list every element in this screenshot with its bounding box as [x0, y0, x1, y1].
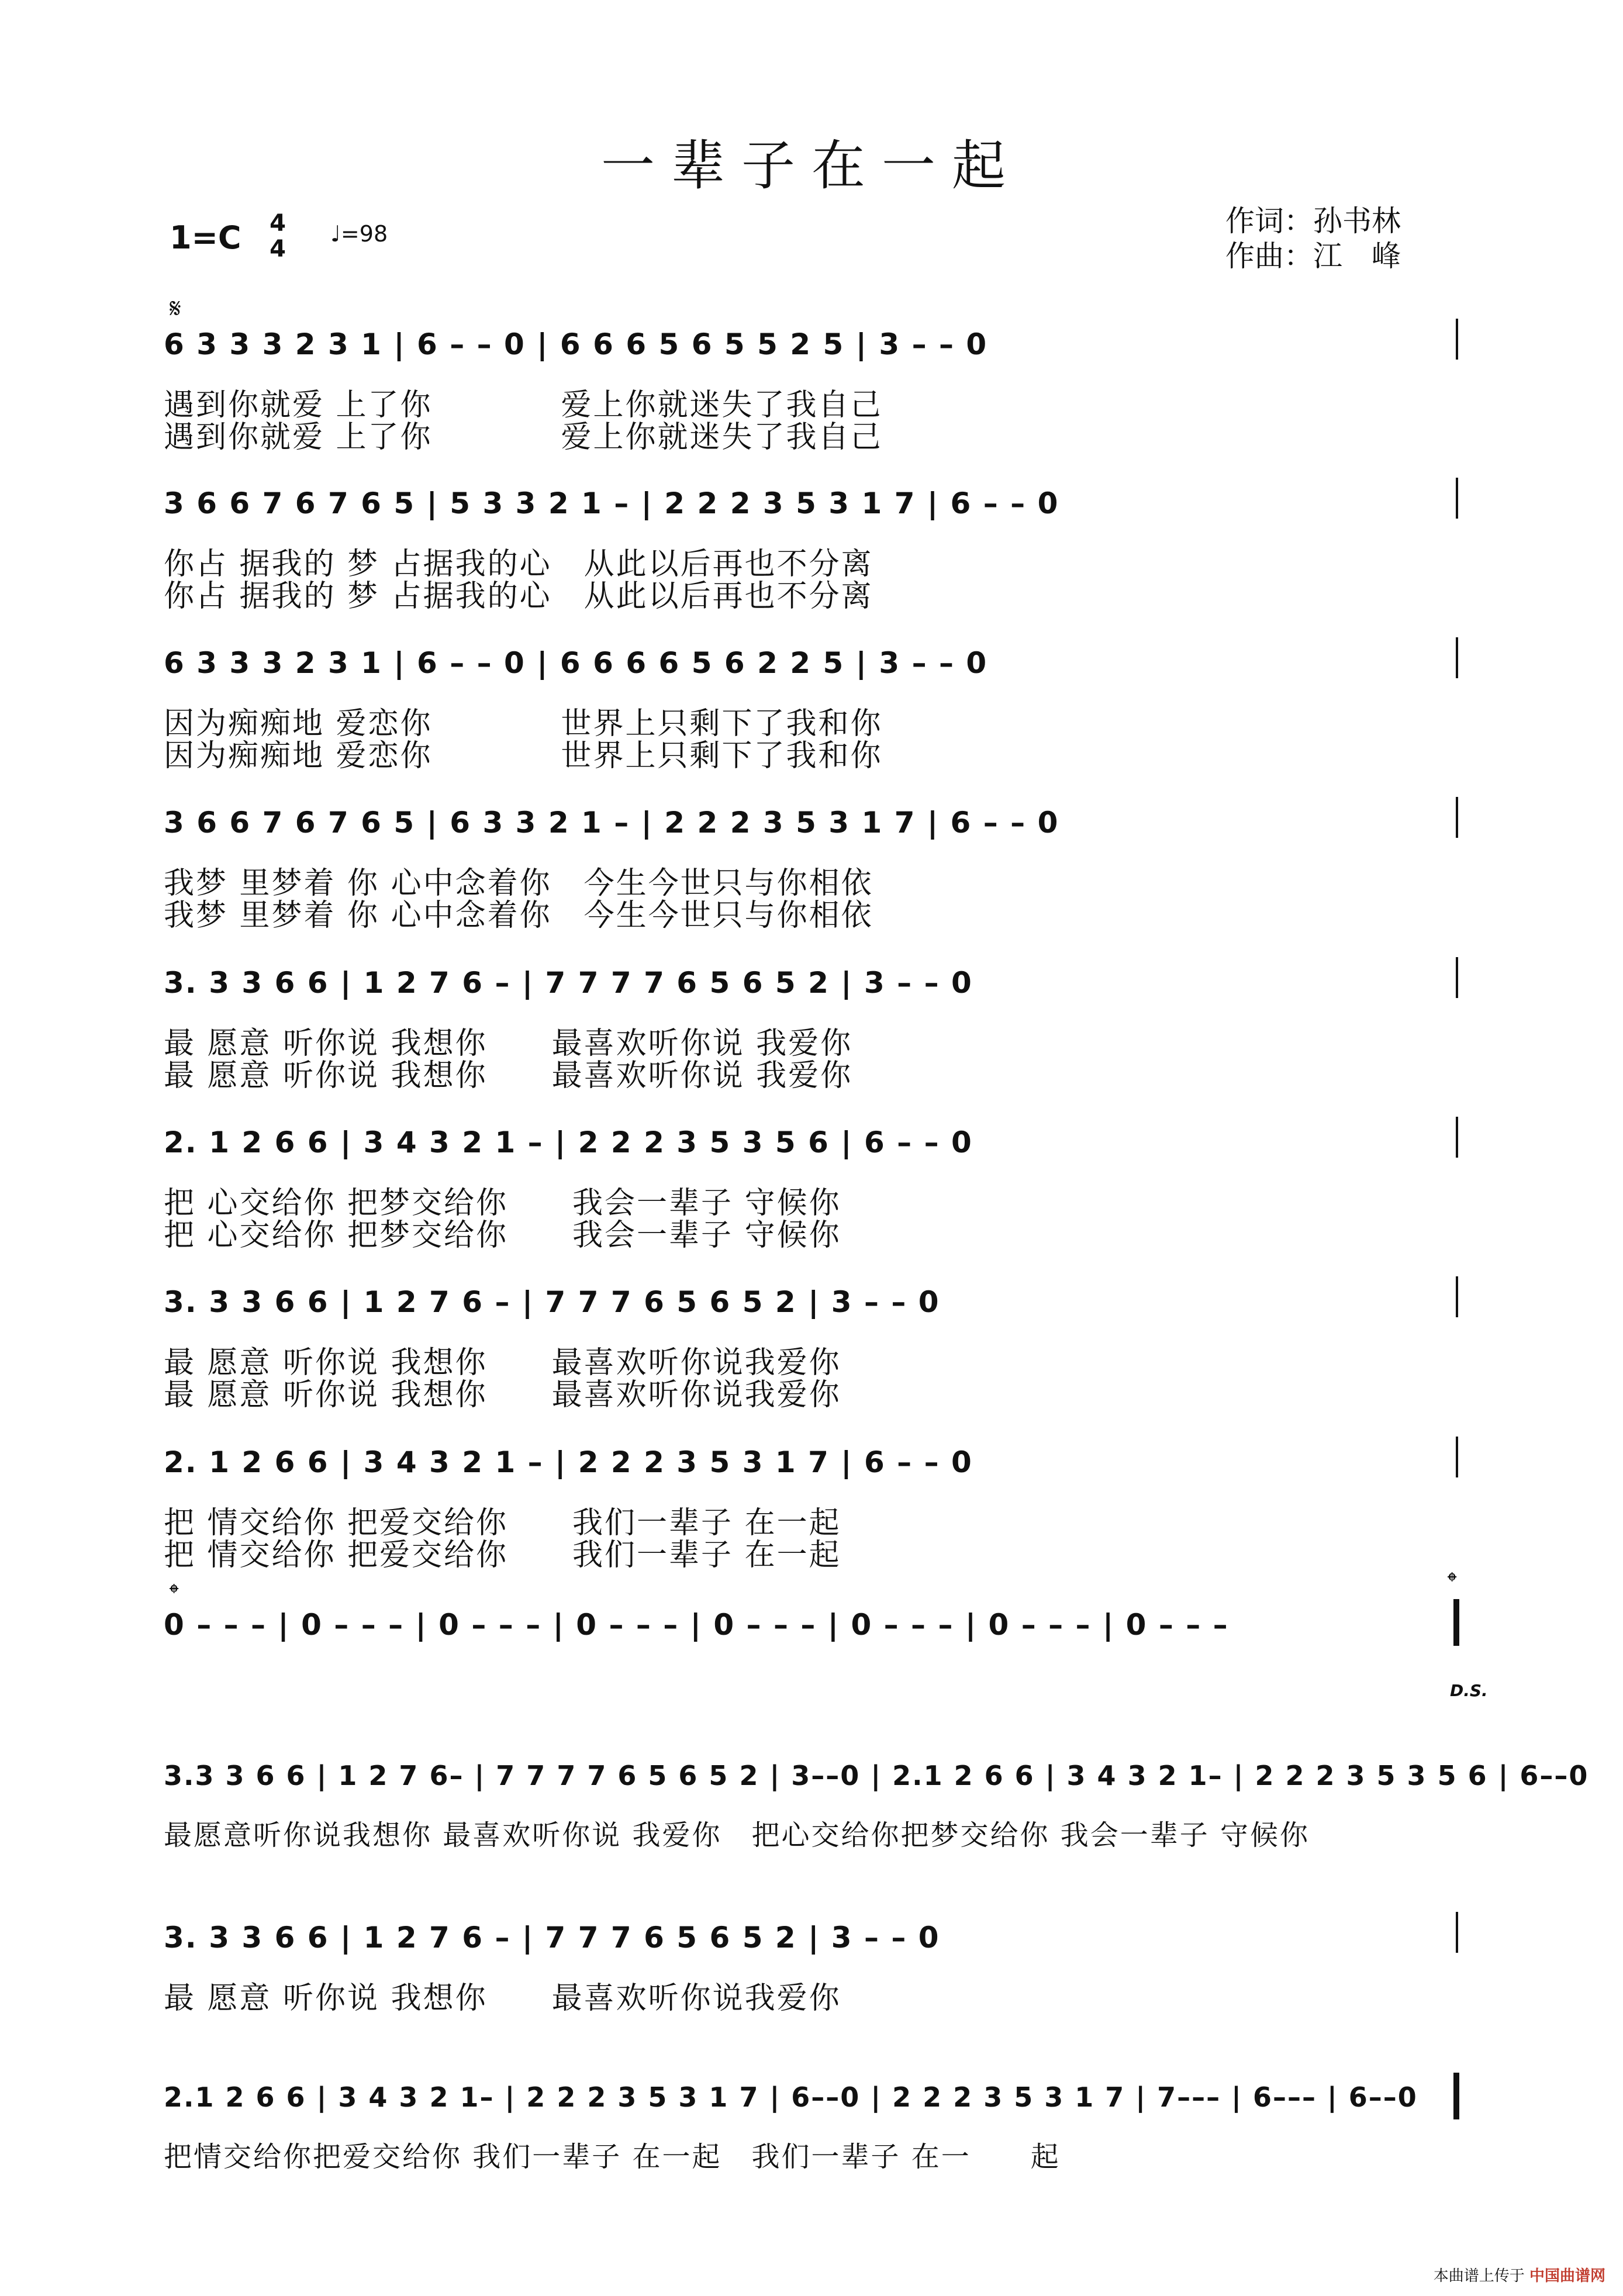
notation-row-5: 3. 3 3 6 6 | 1 2 7 6 – | 7 7 7 7 6 5 6 5 2 | 3 – – 0 — [164, 966, 973, 1000]
time-top: 4 — [270, 210, 286, 237]
barline — [1456, 1437, 1458, 1477]
barline — [1456, 1276, 1458, 1317]
lyric-row-2b: 你占 据我的 梦 占据我的心 从此以后再也不分离 — [164, 579, 873, 614]
footer-site: 中国曲谱网 — [1529, 2267, 1605, 2285]
notation-row-8: 2. 1 2 6 6 | 3 4 3 2 1 – | 2 2 2 3 5 3 1 7 | 6 – – 0 — [164, 1445, 973, 1479]
barline — [1456, 637, 1458, 678]
key-signature: 1=C — [170, 219, 241, 256]
final-barline — [1453, 1599, 1459, 1646]
time-bottom: 4 — [270, 236, 286, 263]
notation-row-4: 3 6 6 7 6 7 6 5 | 6 3 3 2 1 – | 2 2 2 3 5 3 1 7 | 6 – – 0 — [164, 806, 1059, 840]
notation-row-3: 6 3 3 3 2 3 1 | 6 – – 0 | 6 6 6 6 5 6 2 2 5 | 3 – – 0 — [164, 646, 988, 680]
segno-icon: 𝄋 — [170, 292, 181, 324]
time-signature — [266, 210, 289, 262]
composer-credit: 作曲：江 峰 — [1225, 239, 1401, 273]
notation-row-11: 3. 3 3 6 6 | 1 2 7 6 – | 7 7 7 6 5 6 5 2 | 3 – – 0 — [164, 1921, 940, 1955]
notation-row-6: 2. 1 2 6 6 | 3 4 3 2 1 – | 2 2 2 3 5 3 5 6 | 6 – – 0 — [164, 1125, 973, 1159]
barline — [1456, 1117, 1458, 1158]
lyric-row-4b: 我梦 里梦着 你 心中念着你 今生今世只与你相依 — [164, 898, 873, 933]
barline — [1456, 1912, 1458, 1953]
footer-text: 本曲谱上传于 — [1433, 2267, 1525, 2285]
lyric-row-4a: 我梦 里梦着 你 心中念着你 今生今世只与你相依 — [164, 866, 873, 901]
lyric-row-10: 最愿意听你说我想你 最喜欢听你说 我爱你 把心交给你把梦交给你 我会一辈子 守候你 — [164, 1819, 1310, 1852]
lyric-row-8b: 把 情交给你 把爱交给你 我们一辈子 在一起 — [164, 1538, 841, 1573]
barline — [1456, 797, 1458, 838]
lyric-row-2a: 你占 据我的 梦 占据我的心 从此以后再也不分离 — [164, 547, 873, 582]
lyric-row-5b: 最 愿意 听你说 我想你 最喜欢听你说 我爱你 — [164, 1058, 853, 1093]
lyric-row-5a: 最 愿意 听你说 我想你 最喜欢听你说 我爱你 — [164, 1026, 853, 1061]
barline — [1456, 319, 1458, 360]
tempo-mark: ♩=98 — [330, 221, 388, 247]
barline — [1456, 957, 1458, 998]
lyricist-credit: 作词：孙书林 — [1225, 204, 1401, 238]
lyric-row-7b: 最 愿意 听你说 我想你 最喜欢听你说我爱你 — [164, 1377, 841, 1413]
barline — [1456, 478, 1458, 519]
page-title: 一辈子在一起 — [600, 134, 1022, 197]
notation-row-10: 3.3 3 6 6 | 1 2 7 6– | 7 7 7 7 6 5 6 5 2 | 3––0 | 2.1 2 6 6 | 3 4 3 2 1– | 2 2 2 3 5 3 5 6 | 6––0 — [164, 1760, 1589, 1791]
coda-icon: 𝄌 — [170, 1579, 179, 1608]
notation-row-7: 3. 3 3 6 6 | 1 2 7 6 – | 7 7 7 6 5 6 5 2 | 3 – – 0 — [164, 1285, 940, 1319]
lyric-row-6a: 把 心交给你 把梦交给你 我会一辈子 守候你 — [164, 1186, 841, 1221]
coda-icon-end: 𝄌 — [1448, 1567, 1457, 1597]
notation-row-2: 3 6 6 7 6 7 6 5 | 5 3 3 2 1 – | 2 2 2 3 5 3 1 7 | 6 – – 0 — [164, 486, 1059, 520]
final-barline-end — [1453, 2073, 1459, 2119]
lyric-row-11: 最 愿意 听你说 我想你 最喜欢听你说我爱你 — [164, 1981, 841, 2016]
notation-row-1: 6 3 3 3 2 3 1 | 6 – – 0 | 6 6 6 5 6 5 5 2 5 | 3 – – 0 — [164, 327, 988, 361]
lyric-row-1a: 遇到你就爱 上了你 爱上你就迷失了我自己 — [164, 388, 883, 423]
lyric-row-6b: 把 心交给你 把梦交给你 我会一辈子 守候你 — [164, 1218, 841, 1253]
notation-row-rest: 0 – – – | 0 – – – | 0 – – – | 0 – – – | 0 – – – | 0 – – – | 0 – – – | 0 – – – — [164, 1608, 1229, 1642]
lyric-row-8a: 把 情交给你 把爱交给你 我们一辈子 在一起 — [164, 1506, 841, 1541]
lyric-row-3a: 因为痴痴地 爱恋你 世界上只剩下了我和你 — [164, 706, 883, 741]
lyric-row-3b: 因为痴痴地 爱恋你 世界上只剩下了我和你 — [164, 738, 883, 774]
footer-watermark — [1434, 2264, 1605, 2285]
notation-row-12: 2.1 2 6 6 | 3 4 3 2 1– | 2 2 2 3 5 3 1 7 | 6––0 | 2 2 2 3 5 3 1 7 | 7––– | 6––– | 6––0 — [164, 2081, 1418, 2113]
dal-segno-mark: D.S. — [1450, 1681, 1488, 1700]
lyric-row-12: 把情交给你把爱交给你 我们一辈子 在一起 我们一辈子 在一 起 — [164, 2140, 1061, 2173]
lyric-row-1b: 遇到你就爱 上了你 爱上你就迷失了我自己 — [164, 420, 883, 455]
lyric-row-7a: 最 愿意 听你说 我想你 最喜欢听你说我爱你 — [164, 1345, 841, 1380]
